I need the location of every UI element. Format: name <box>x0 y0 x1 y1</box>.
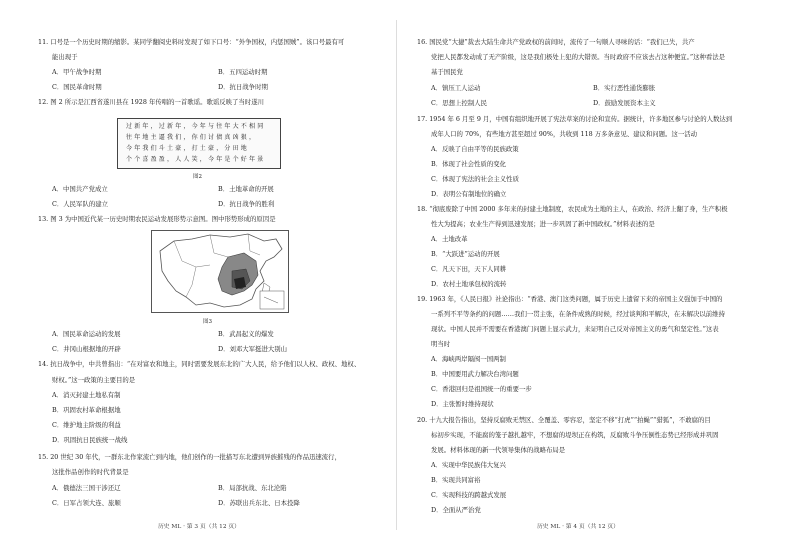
q11-option-a: A．甲午战争时期 <box>52 68 102 76</box>
q15-option-a: A．俄德法三国干涉还辽 <box>52 484 121 492</box>
q18-option-c: C．凡天下田，天下人同耕 <box>431 265 507 273</box>
q19-option-b: B．中国要用武力解决台湾问题 <box>431 370 519 378</box>
q16-option-d: D．鼓励发展资本主义 <box>593 99 656 107</box>
q19-option-c: C．香港回归是祖国统一的重要一步 <box>431 385 532 393</box>
q18-stem: 18. “彻底废除了中国 2000 多年来的封建土地制度，农民成为土地的主人，在政治、经济上翻了身，生产积极 <box>417 205 728 213</box>
q16-stem: 16. 国民党“大捷”裁去大陆生命共产党政权的前间时，流传了一句顺人寻味的话：“我们已失，共产 <box>417 38 695 46</box>
poem-line: 过新年，过新年，今年与往年大不相同 <box>126 123 266 130</box>
q11-option-c: C．国民革命时期 <box>52 83 102 91</box>
poem-line: 往年地主逼我们，你们讨债真凶狠， <box>126 134 258 141</box>
figure-2-caption: 图2 <box>193 174 202 180</box>
q17-option-c: C．体现了宪法的社会主义性质 <box>431 175 519 183</box>
q12-option-b: B．土地革命的开展 <box>218 185 274 193</box>
q19-stem-cont3: 明当时 <box>431 340 451 348</box>
q19-option-d: D．主张暂时维持现状 <box>431 400 494 408</box>
page-footer: 历史 ML · 第 4 页（共 12 页） <box>537 524 619 530</box>
q18-option-d: D．农村土地承包权的流转 <box>431 280 507 288</box>
q16-option-b: B．实行恶性通货膨胀 <box>593 84 656 92</box>
q13-option-d: D．刘邓大军挺进大别山 <box>218 345 288 353</box>
q15-option-b: B．局部抗战、东北沦陷 <box>218 484 287 492</box>
q13-option-a: A．国民革命运动的发展 <box>52 330 121 338</box>
poem-line: 个个喜盈盈，人人笑，今年是个好年景 <box>126 156 266 163</box>
q15-option-c: C．日军占领大连、旅顺 <box>52 499 121 507</box>
q14-option-b: B．巩固农村革命根据地 <box>52 406 121 414</box>
q18-option-a: A．土地改革 <box>431 235 468 243</box>
figure-3-caption: 图3 <box>203 319 212 325</box>
poem-line: 今年我们斗土豪，打土豪，分田地 <box>126 145 250 152</box>
q16-stem-cont: 党把人民都发动成了无产阶级，这是我们极处上犯的大错误。当时政府不应该去占这种便宜。”这种看法是 <box>431 53 726 61</box>
q11-option-d: D．抗日战争时期 <box>218 83 268 91</box>
q17-option-b: B．体现了社会性质的变化 <box>431 160 506 168</box>
q16-stem-cont2: 基于国民党 <box>431 68 463 76</box>
q14-stem-cont: 财权。”这一政策的主要目的是 <box>52 376 136 384</box>
song-lyrics-figure <box>117 118 281 169</box>
q15-stem: 15. 20 世纪 30 年代，一群东北作家流亡到内地，他们创作的一批描写东北遭到异族摧残的作品迅速流行， <box>38 453 341 461</box>
q11-stem-cont: 能出现于 <box>52 53 78 61</box>
q12-option-a: A．中国共产党成立 <box>52 185 108 193</box>
q19-stem-cont2: 现状。中国人民并不需要在香港澳门问题上显示武力，来证明自己反对帝国主义的勇气和坚定性。”这表 <box>431 325 719 333</box>
q11-stem: 11. 口号是一个历史时期的缩影。某同学翻阅史料时发现了如下口号：“外争国权，内惩国贼”。该口号最有可 <box>38 38 345 46</box>
q13-option-b: B．武昌起义的爆发 <box>218 330 274 338</box>
q18-option-b: B．“大跃进”运动的开展 <box>431 250 500 258</box>
q20-option-a: A．实现中华民族伟大复兴 <box>431 461 506 469</box>
q20-option-c: C．实现科技的跨越式发展 <box>431 491 507 499</box>
q14-option-a: A．消灭封建土地私有制 <box>52 391 121 399</box>
q20-option-b: B．实现共同富裕 <box>431 476 481 484</box>
q12-option-d: D．抗日战争的胜利 <box>218 200 275 208</box>
q12-option-c: C．人民军队的建立 <box>52 200 109 208</box>
q16-option-c: C．思想上控制人民 <box>431 99 488 107</box>
q17-option-a: A．反映了自由平等的民族政策 <box>431 145 519 153</box>
china-map-image <box>152 231 288 312</box>
q20-stem-cont2: 发展。材料体现的新一代领导集体的战略布局是 <box>431 446 566 454</box>
q17-stem-cont: 成年人口的 70%，有些地方甚至超过 90%，共收到 118 万多条意见、建议和问题。这一活动 <box>431 130 698 138</box>
q17-option-d: D．表明公有制地位的确立 <box>431 190 507 198</box>
q19-stem-cont: 一系列不平等条约的问题……我们一贯主张，在条件成熟的时候，经过谈判和平解决，在未解决以前维持 <box>431 310 725 318</box>
q14-option-d: D．巩固抗日民族统一战线 <box>52 436 128 444</box>
q12-stem: 12. 图 2 所示是江西省遂川县在 1928 年传唱的一首歌谣。歌谣反映了当时遂川 <box>38 98 264 106</box>
q20-stem: 20. 十九大报告指出，坚持反腐败无禁区、全覆盖、零容忍，坚定不移“打虎”“拍蝇”“猎狐”，不敢腐的目 <box>417 416 711 424</box>
q19-option-a: A．海峡两岸隔阂一国两制 <box>431 355 506 363</box>
q17-stem: 17. 1954 年 6 月至 9 月，中国有组织地开展了宪法草案的讨论和宣传。据统计，许多地区参与讨论的人数达到 <box>417 115 733 123</box>
page-4 <box>397 0 794 544</box>
q14-option-c: C．维护地主阶级的利益 <box>52 421 121 429</box>
q14-stem: 14. 抗日战争中，中共曾指出：“在对富农和地主，同时需要发展东北的广大人民，给予他们以人权、政权、地权、 <box>38 360 361 368</box>
q16-option-a: A．镇压工人运动 <box>431 84 481 92</box>
page-footer: 历史 ML · 第 3 页（共 12 页） <box>158 524 240 530</box>
q13-option-c: C．井冈山根据地的开辟 <box>52 345 121 353</box>
q18-stem-cont: 性大为提高；农业生产得到迅速发展；进一步巩固了新中国政权。”材料表述的是 <box>431 220 655 228</box>
q15-option-d: D．苏联出兵东北、日本投降 <box>218 499 300 507</box>
q15-stem-cont: 这批作品创作的时代背景是 <box>52 468 129 476</box>
q19-stem: 19. 1963 年，《人民日报》社论指出：“香港、澳门这类问题，属于历史上遗留下来的帝国主义强加于中国的 <box>417 295 723 303</box>
peasant-movement-map <box>151 230 289 313</box>
q20-stem-cont: 标初步实现，不能腐的笼子越扎越牢，不想腐的堤坝正在构筑，反腐败斗争压倒性态势已经形成并巩固 <box>431 431 719 439</box>
q13-stem: 13. 图 3 为中国近代某一历史时期农民运动发展形势示意图。图中形势形成的原因是 <box>38 215 276 223</box>
q11-option-b: B．五四运动时期 <box>218 68 268 76</box>
q20-option-d: D．全面从严治党 <box>431 506 481 514</box>
